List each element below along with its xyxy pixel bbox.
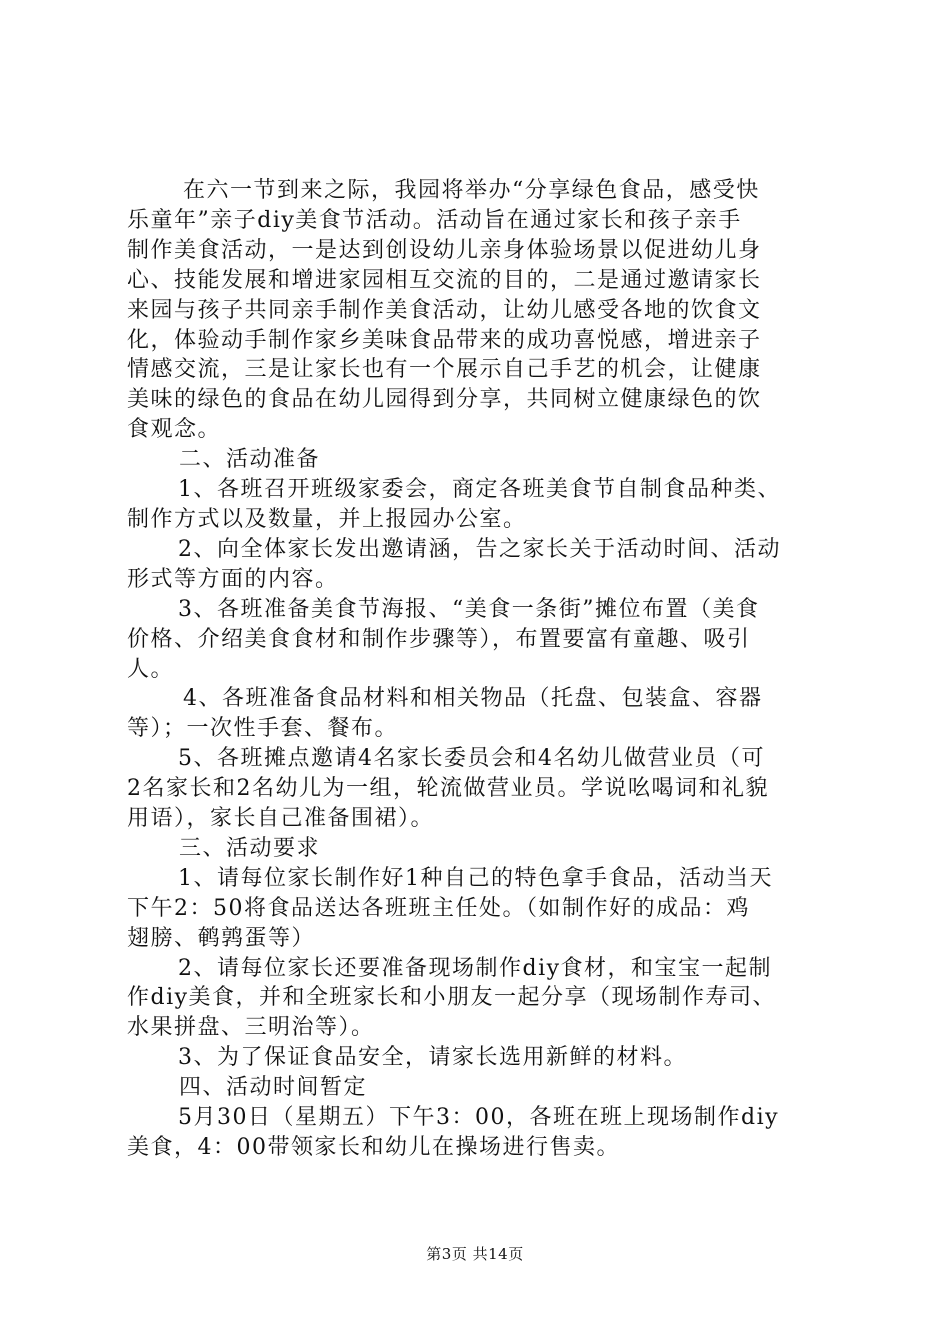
list-item-line: 5、各班摊点邀请4名家长委员会和4名幼儿做营业员（可 <box>178 746 765 771</box>
paragraph-line: 制作美食活动，一是达到创设幼儿亲身体验场景以促进幼儿身 <box>127 238 762 263</box>
section-heading: 二、活动准备 <box>179 447 321 472</box>
paragraph-line: 美食，4：00带领家长和幼儿在操场进行售卖。 <box>127 1135 620 1160</box>
paragraph-line: 5月30日（星期五）下午3：00，各班在班上现场制作diy <box>178 1105 780 1130</box>
list-item-line: 2、请每位家长还要准备现场制作diy食材，和宝宝一起制 <box>178 956 773 981</box>
list-item-line: 人。 <box>127 657 175 682</box>
paragraph-line: 在六一节到来之际，我园将举办“分享绿色食品，感受快 <box>183 178 760 203</box>
paragraph-line: 乐童年”亲子diy美食节活动。活动旨在通过家长和孩子亲手 <box>127 208 742 233</box>
list-item-line: 制作方式以及数量，并上报园办公室。 <box>127 507 527 532</box>
list-item-line: 2名家长和2名幼儿为一组，轮流做营业员。学说吆喝词和礼貌 <box>127 776 769 801</box>
section-heading: 三、活动要求 <box>179 836 321 861</box>
list-item-line: 水果拼盘、三明治等）。 <box>127 1015 375 1040</box>
list-item-line: 下午2：50将食品送达各班班主任处。（如制作好的成品：鸡 <box>127 896 750 921</box>
paragraph-line: 来园与孩子共同亲手制作美食活动，让幼儿感受各地的饮食文 <box>127 298 762 323</box>
list-item-line: 1、请每位家长制作好1种自己的特色拿手食品，活动当天 <box>178 866 773 891</box>
list-item-line: 翅膀、鹌鹑蛋等） <box>127 926 316 951</box>
list-item-line: 价格、介绍美食食材和制作步骤等），布置要富有童趣、吸引 <box>127 627 751 652</box>
list-item-line: 1、各班召开班级家委会，商定各班美食节自制食品种类、 <box>178 477 781 502</box>
list-item-line: 等）；一次性手套、餐布。 <box>127 716 399 741</box>
list-item-line: 形式等方面的内容。 <box>127 567 339 592</box>
list-item-line: 作diy美食，并和全班家长和小朋友一起分享（现场制作寿司、 <box>127 985 777 1010</box>
page-footer: 第3页 共14页 <box>426 1245 524 1263</box>
paragraph-line: 情感交流，三是让家长也有一个展示自己手艺的机会，让健康 <box>127 357 762 382</box>
section-heading: 四、活动时间暂定 <box>179 1075 368 1100</box>
list-item-line: 用语），家长自己准备围裙）。 <box>127 806 435 831</box>
list-item-line: 2、向全体家长发出邀请涵，告之家长关于活动时间、活动 <box>178 537 781 562</box>
paragraph-line: 化，体验动手制作家乡美味食品带来的成功喜悦感，增进亲子 <box>127 328 762 353</box>
list-item-line: 4、各班准备食品材料和相关物品（托盘、包装盒、容器 <box>183 686 763 711</box>
paragraph-line: 食观念。 <box>127 417 222 442</box>
list-item-line: 3、各班准备美食节海报、“美食一条街”摊位布置（美食 <box>178 597 760 622</box>
paragraph-line: 心、技能发展和增进家园相互交流的目的，二是通过邀请家长 <box>127 268 762 293</box>
paragraph-line: 美味的绿色的食品在幼儿园得到分享，共同树立健康绿色的饮 <box>127 387 762 412</box>
list-item-line: 3、为了保证食品安全，请家长选用新鲜的材料。 <box>178 1045 687 1070</box>
